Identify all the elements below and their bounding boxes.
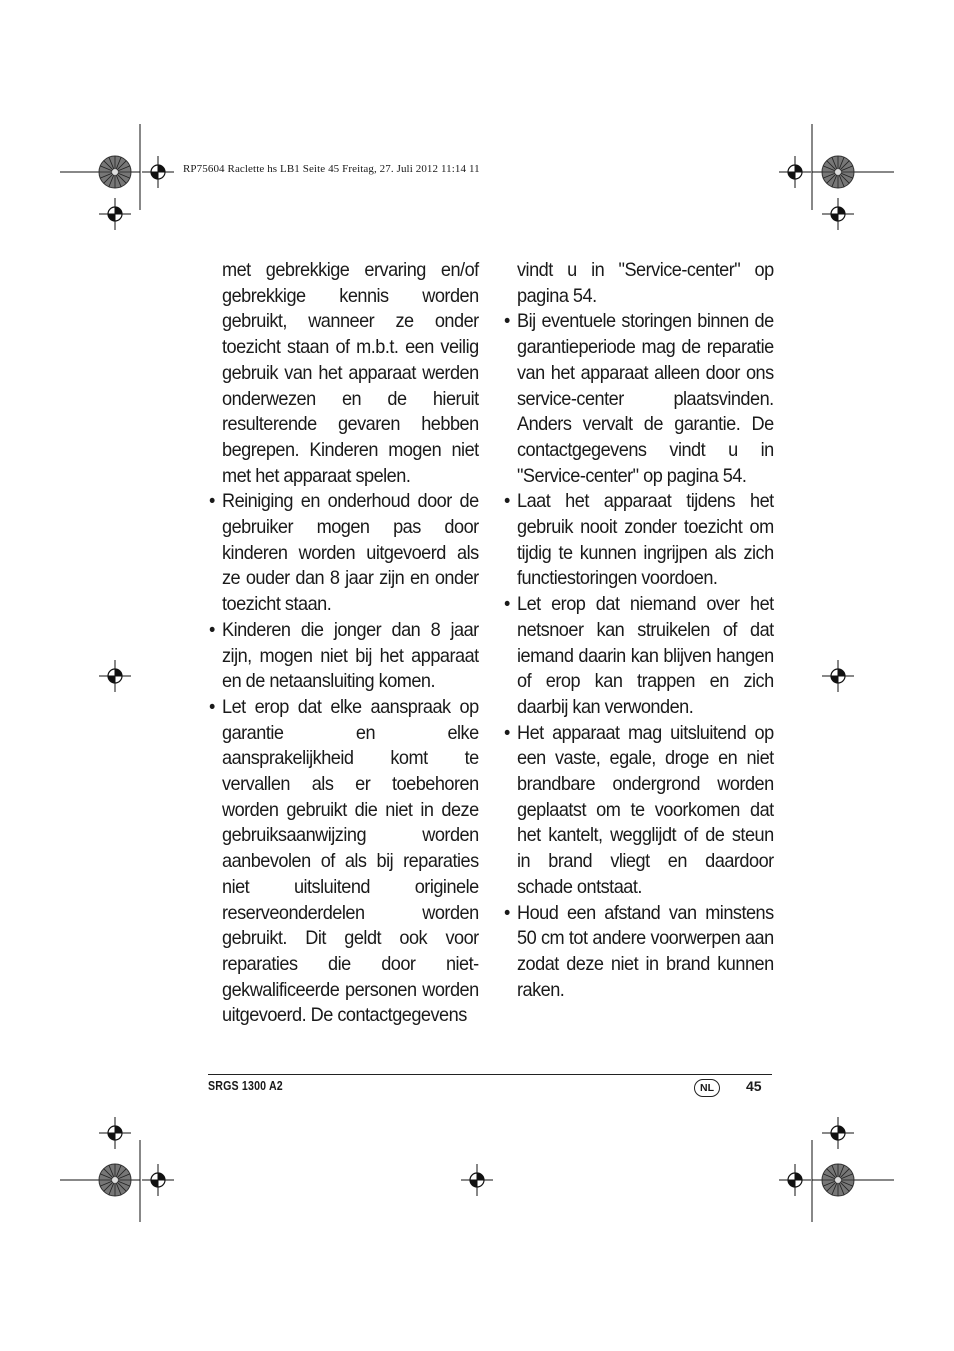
right-bullet-text: Let erop dat niemand over het netsnoer kan struikelen of dat iemand daarin kan blijven hangen of erop kan trappen en zich daarbij kan verwonden.	[517, 593, 774, 718]
page-number: 45	[746, 1078, 762, 1094]
footer-model-number: SRGS 1300 A2	[208, 1079, 283, 1093]
bullet-marker: •	[208, 490, 215, 513]
bullet-marker: •	[503, 310, 510, 333]
right-bullet-text: Bij eventuele storingen binnen de garantieperiode mag de reparatie van het apparaat alleen door ons service-center plaatsvinden. Anders vervalt de garantie. De contactgegevens vindt u in "Service-center" op pagina 54.	[517, 310, 774, 487]
left-bullet-item	[208, 618, 479, 695]
bullet-marker: •	[208, 695, 215, 718]
right-bullet-text: Houd een afstand van minstens 50 cm tot andere voorwerpen aan zodat deze niet in brand kunnen raken.	[517, 901, 774, 1001]
right-intro-paragraph: vindt u in "Service-center" op pagina 54.	[517, 259, 774, 307]
footer-divider	[208, 1074, 772, 1075]
left-bullet-text: Reiniging en onderhoud door de gebruiker mogen pas door kinderen worden uitgevoerd als ze ouder dan 8 jaar zijn en onder toezicht staan.	[222, 490, 479, 616]
left-intro-paragraph: met gebrekkige ervaring en/of gebrekkige kennis worden gebruikt, wanneer ze onder toezicht staan of m.b.t. een veilig gebruik van het apparaat werden onderwezen en de hieruit resulterende gevaren hebben begrepen. Kinderen mogen niet met het apparaat spelen.	[222, 259, 479, 487]
right-bullet-item	[503, 592, 774, 721]
left-bullet-item	[208, 489, 479, 618]
left-bullet-text: Kinderen die jonger dan 8 jaar zijn, mogen niet bij het apparaat en de netaansluiting komen.	[222, 618, 479, 693]
right-bullet-text: Laat het apparaat tijdens het gebruik nooit zonder toezicht om tijdig te kunnen ingrijpen als zich functiestoringen voordoen.	[517, 490, 774, 590]
bullet-marker: •	[208, 618, 215, 641]
left-column	[208, 258, 479, 1029]
right-bullet-text: Het apparaat mag uitsluitend op een vaste, egale, droge en niet brandbare ondergrond worden geplaatst om te voorkomen dat het kantelt, wegglijdt of de steun in brand vliegt en daardoor schade ontstaat.	[517, 721, 774, 898]
bullet-marker: •	[503, 901, 510, 924]
print-metadata: RP75604 Raclette hs LB1 Seite 45 Freitag, 27. Juli 2012 11:14 11	[183, 163, 480, 175]
bullet-marker: •	[503, 593, 510, 616]
left-bullet-text: Let erop dat elke aanspraak op garantie en elke aansprakelijkheid komt te vervallen als er toebehoren worden gebruikt die niet in deze gebruiksaanwijzing worden aanbevolen of als bij reparaties niet uitsluitend originele reserveonderdelen worden gebruikt. Dit geldt ook voor reparaties die door niet-gekwalificeerde personen worden uitgevoerd. De contactgegevens	[222, 695, 479, 1027]
right-column	[503, 258, 774, 1003]
right-bullet-item	[503, 901, 774, 1004]
right-bullet-item	[503, 489, 774, 592]
bullet-marker: •	[503, 721, 510, 744]
right-bullet-item	[503, 721, 774, 901]
language-badge: NL	[694, 1079, 720, 1097]
bullet-marker: •	[503, 490, 510, 513]
right-bullet-item	[503, 309, 774, 489]
left-bullet-item	[208, 695, 479, 1029]
